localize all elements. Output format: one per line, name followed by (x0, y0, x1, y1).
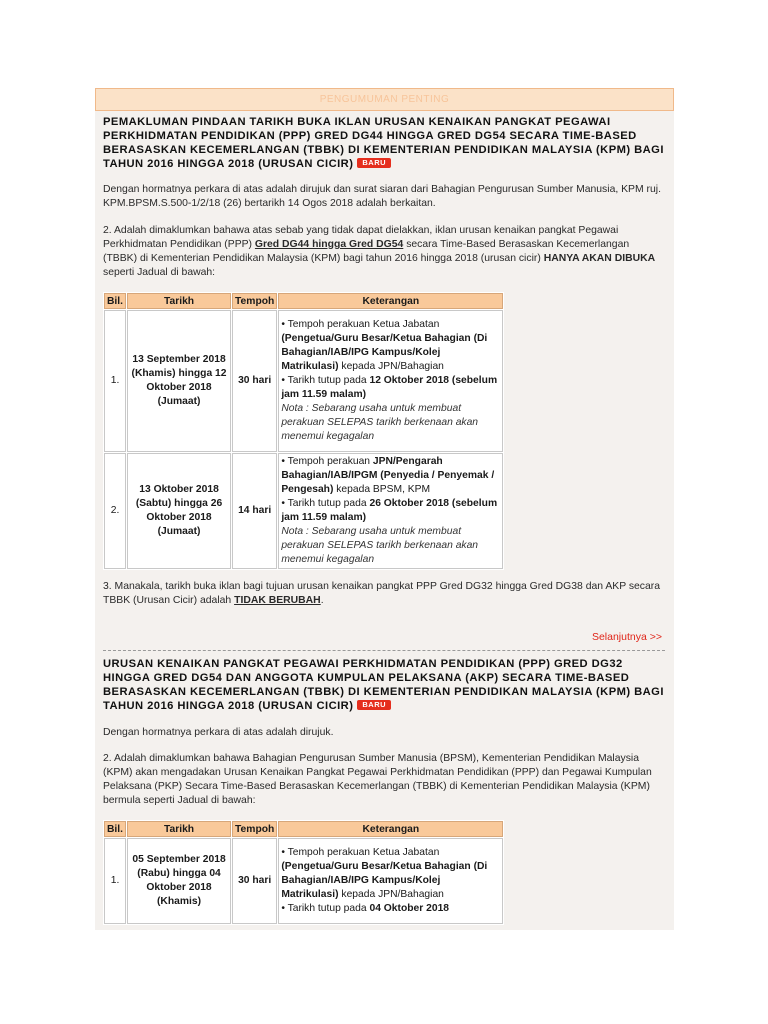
section1-title-text: PEMAKLUMAN PINDAAN TARIKH BUKA IKLAN URUSAN KENAIKAN PANGKAT PEGAWAI PERKHIDMATAN PENDIDIKAN (PPP) GRED DG44 HINGGA GRED DG54 SECARA TIME-BASED BERASASKAN KECEMERLANGAN (TBBK) DI KEMENTERIAN PENDIDIKAN MALAYSIA (KPM) BAGI TAHUN 2016 HINGGA 2018 (URUSAN CICIR) (103, 116, 664, 170)
k-bold: JPN/Pengarah Bahagian/IAB/IPGM (Penyedia / Penyemak / Pengesah) (281, 456, 495, 495)
k-line: • Tempoh perakuan Ketua Jabatan (281, 847, 440, 858)
k-bold: (Pengetua/Guru Besar/Ketua Bahagian (Di Bahagian/IAB/IPG Kampus/Kolej Matrikulasi) (281, 333, 488, 372)
k-bold: 04 Oktober 2018 (369, 903, 450, 914)
p3-text-a: 3. Manakala, tarikh buka iklan bagi tujuan urusan kenaikan pangkat PPP Gred DG32 hingga Gred DG38 dan AKP secara TBBK (Urusan Cicir) adalah (103, 581, 661, 606)
col-bil: Bil. (104, 293, 126, 309)
p2-text-c: secara Time-Based Berasaskan Kecemerlangan (TBBK) di Kementerian Pendidikan Malaysia (KPM) bagi tahun 2016 hingga 2018 (urusan cicir) (103, 239, 630, 264)
k-note: Nota : Sebarang usaha untuk membuat perakuan SELEPAS tarikh berkenaan akan menemui kegagalan (281, 526, 479, 565)
row-bil: 2. (104, 453, 126, 569)
k-line: kepada JPN/Bahagian (341, 361, 444, 372)
table-row (104, 838, 503, 924)
k-line: kepada BPSM, KPM (336, 484, 431, 495)
p2-text-a: 2. Adalah dimaklumkan bahawa atas sebab yang tidak dapat dielakkan, iklan urusan kenaikan pangkat Pegawai Perkhidmatan Pendidikan (PPP) (103, 225, 619, 250)
row-tarikh: 05 September 2018 (Rabu) hingga 04 Oktober 2018 (Khamis) (127, 838, 231, 924)
k-line: kepada JPN/Bahagian (341, 889, 444, 900)
k-line: • Tarikh tutup pada (281, 498, 367, 509)
p2-emphasis: HANYA AKAN DIBUKA (543, 253, 656, 264)
p3-emphasis: TIDAK BERUBAH (234, 595, 321, 606)
k-line: • Tempoh perakuan (281, 456, 371, 467)
table-header-row (104, 293, 503, 309)
col-tarikh: Tarikh (127, 821, 231, 837)
k-note: Nota : Sebarang usaha untuk membuat perakuan SELEPAS tarikh berkenaan akan menemui kegagalan (281, 403, 479, 442)
section2-title-text: URUSAN KENAIKAN PANGKAT PEGAWAI PERKHIDMATAN PENDIDIKAN (PPP) GRED DG32 HINGGA GRED DG54 DAN ANGGOTA KUMPULAN PELAKSANA (AKP) SECARA TIME-BASED BERASASKAN KECEMERLANGAN (TBBK) DI KEMENTERIAN PENDIDIKAN MALAYSIA (KPM) BAGI TAHUN 2016 HINGGA 2018 (URUSAN CICIR) (103, 658, 664, 712)
section1-paragraph-3 (103, 580, 665, 608)
new-badge-icon: BARU (357, 158, 391, 168)
k-line: • Tarikh tutup pada (281, 903, 367, 914)
section1-title (103, 115, 665, 171)
announcement-banner: PENGUMUMAN PENTING (95, 88, 674, 111)
row-tarikh: 13 Oktober 2018 (Sabtu) hingga 26 Oktober 2018 (Jumaat) (127, 453, 231, 569)
k-bold: (Pengetua/Guru Besar/Ketua Bahagian (Di Bahagian/IAB/IPG Kampus/Kolej Matrikulasi) (281, 861, 488, 900)
p3-text-c: . (320, 595, 324, 606)
k-bold: 26 Oktober 2018 (sebelum jam 11.59 malam) (281, 498, 498, 523)
col-bil: Bil. (104, 821, 126, 837)
k-line: • Tempoh perakuan Ketua Jabatan (281, 319, 440, 330)
col-tarikh: Tarikh (127, 293, 231, 309)
schedule-table-1 (103, 292, 504, 570)
col-keterangan: Keterangan (278, 821, 503, 837)
k-bold: 12 Oktober 2018 (sebelum jam 11.59 malam) (281, 375, 498, 400)
col-tempoh: Tempoh (232, 821, 277, 837)
section2-paragraph-2: 2. Adalah dimaklumkan bahawa Bahagian Pengurusan Sumber Manusia (BPSM), Kementerian Pendidikan Malaysia (KPM) akan mengadakan Urusan Kenaikan Pangkat Pegawai Perkhidmatan Pendidikan (PPP) dan Pegawai Kumpulan Pelaksana (PKP) Secara Time-Based Berasaskan Kecemerlangan (TBBK) di Kementerian Pendidikan Malaysia (KPM) bermula seperti Jadual di bawah: (103, 753, 652, 806)
row-tarikh: 13 September 2018 (Khamis) hingga 12 Oktober 2018 (Jumaat) (127, 310, 231, 452)
row-bil: 1. (104, 838, 126, 924)
row-tempoh: 14 hari (232, 453, 277, 569)
section-divider (103, 650, 665, 651)
p2-text-e: seperti Jadual di bawah: (103, 267, 216, 278)
row-keterangan (278, 453, 503, 569)
section1-paragraph-2 (103, 224, 665, 280)
new-badge-icon: BARU (357, 700, 391, 710)
table-row (104, 453, 503, 569)
table-row (104, 310, 503, 452)
row-keterangan (278, 310, 503, 452)
table-header-row (104, 821, 503, 837)
next-link[interactable]: Selanjutnya >> (591, 631, 662, 643)
row-keterangan (278, 838, 503, 924)
section1-paragraph-1: Dengan hormatnya perkara di atas adalah dirujuk dan surat siaran dari Bahagian Pengurusan Sumber Manusia, KPM ruj. KPM.BPSM.S.500-1/2/18 (26) bertarikh 14 Ogos 2018 adalah berkaitan. (103, 184, 661, 209)
row-tempoh: 30 hari (232, 310, 277, 452)
col-tempoh: Tempoh (232, 293, 277, 309)
col-keterangan: Keterangan (278, 293, 503, 309)
schedule-table-2 (103, 820, 504, 925)
row-tempoh: 30 hari (232, 838, 277, 924)
p2-grade-range: Gred DG44 hingga Gred DG54 (254, 239, 404, 250)
row-bil: 1. (104, 310, 126, 452)
k-line: • Tarikh tutup pada (281, 375, 367, 386)
section2-title (103, 657, 665, 713)
section2-paragraph-1: Dengan hormatnya perkara di atas adalah dirujuk. (103, 727, 334, 738)
